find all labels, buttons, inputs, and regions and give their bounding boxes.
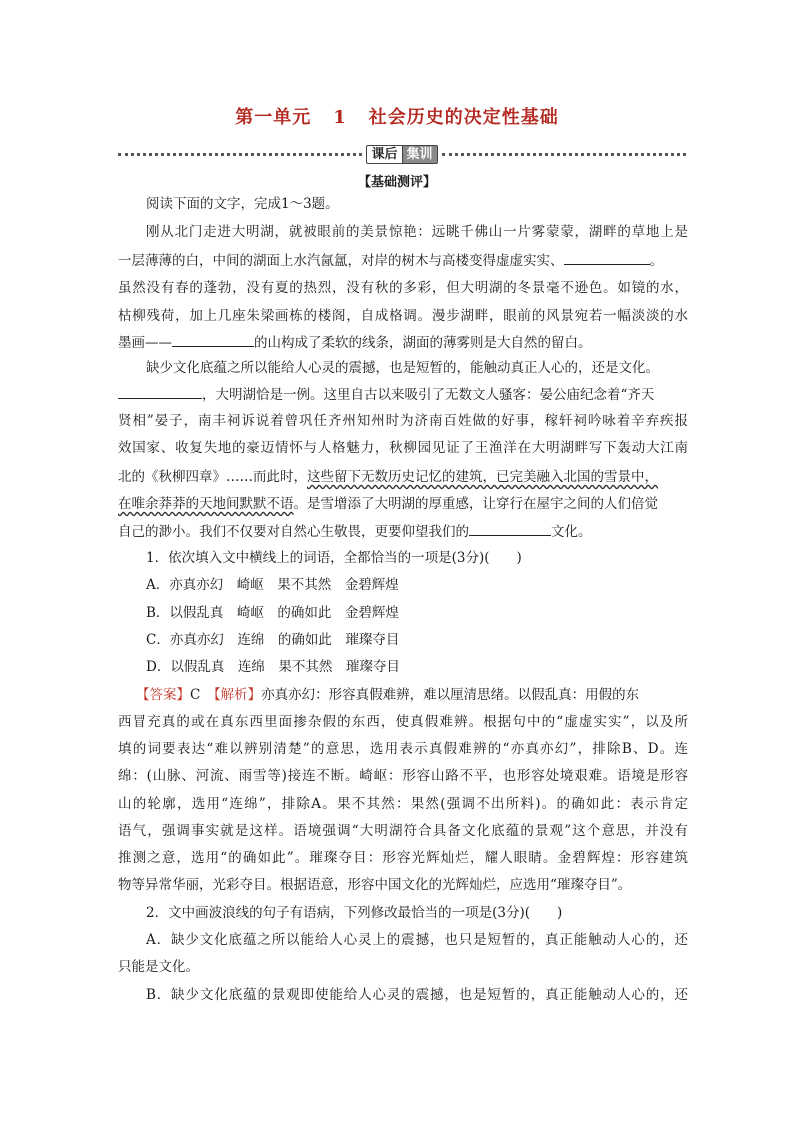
analysis-line: 绵：(山脉、河流、雨雪等)接连不断。崎岖：形容山路不平，也形容处境艰难。语境是形容	[118, 768, 688, 784]
passage-line: 缺少文化底蕴之所以能给人心灵的震撼，也是短暂的，能触动真正人心的，还是文化。	[146, 360, 659, 376]
question-2-option-b: B．缺少文化底蕴的景观即使能给人心灵的震撼，也是短暂的，真正能触动人心的，还	[146, 987, 688, 1003]
page-title	[0, 103, 794, 129]
analysis-line: 西冒充真的或在真东西里面掺杂假的东西，使真假难辨。根据句中的“虚虚实实”，以及所	[118, 714, 688, 730]
answer-value: C	[190, 687, 201, 703]
dotted-rule-right	[442, 153, 686, 156]
analysis-line: 填的词要表达“难以辨别清楚”的意思，选用表示真假难辨的“亦真亦幻”，排除B、D。连	[118, 741, 688, 757]
fill-blank-3	[118, 384, 202, 399]
wavy-sentence: 在唯余莽莽的天地间默默不语	[118, 496, 294, 512]
lesson-number: 1	[333, 107, 347, 128]
passage-line: 贤相”晏子，南丰祠诉说着曾巩任齐州知州时为济南百姓做的好事，稼轩祠吟咏着辛弃疾报	[118, 413, 688, 429]
passage-line: 刚从北门走进大明湖，就被眼前的美景惊艳：远眺千佛山一片雾蒙蒙，湖畔的草地上是	[146, 224, 688, 240]
passage-line: 效国家、收复失地的豪迈情怀与人格魅力，秋柳园见证了王渔洋在大明湖畔写下轰动大江南	[118, 440, 688, 456]
question-1-option-d: D．以假乱真 连绵 果不其然 璀璨夺目	[146, 659, 400, 675]
passage-line: 北的《秋柳四章》……而此时，这些留下无数历史记忆的建筑，已完美融入北国的雪景中，	[118, 469, 658, 485]
passage-line: 自己的渺小。我们不仅要对自然心生敬畏，更要仰望我们的 文化。	[118, 521, 688, 542]
analysis-line: 推测之意，选用“的确如此”。璀璨夺目：形容光辉灿烂，耀人眼睛。金碧辉煌：形容建筑	[118, 850, 688, 866]
passage-line: 枯柳残荷，加上几座朱梁画栋的楼阁，自成格调。漫步湖畔，眼前的风景宛若一幅淡淡的水	[118, 308, 688, 324]
analysis-label: 【解析】	[213, 687, 262, 703]
passage-line: ，大明湖恰是一例。这里自古以来吸引了无数文人骚客：晏公庙纪念着“齐天	[118, 384, 688, 405]
wavy-sentence: 这些留下无数历史记忆的建筑，已完美融入北国的雪景中，	[307, 469, 658, 485]
question-1-option-a: A．亦真亦幻 崎岖 果不其然 金碧辉煌	[146, 577, 399, 593]
fill-blank-1	[564, 250, 650, 265]
dotted-rule-left	[118, 153, 362, 156]
banner-tag-left: 课后	[366, 145, 402, 164]
banner-tag	[366, 145, 437, 164]
answer-label: 【答案】	[136, 687, 190, 703]
question-1-option-c: C．亦真亦幻 连绵 的确如此 璀璨夺目	[146, 632, 400, 648]
question-1-stem: 1．依次填入文中横线上的词语，全都恰当的一项是(3分)( )	[146, 550, 522, 566]
question-2-stem: 2．文中画波浪线的句子有语病，下列修改最恰当的一项是(3分)( )	[146, 905, 563, 921]
fill-blank-2	[172, 332, 254, 347]
lesson-name: 社会历史的决定性基础	[368, 107, 559, 128]
section-heading: 【基础测评】	[357, 175, 436, 190]
answer-line: 【答案】C 【解析】亦真亦幻：形容真假难辨，难以厘清思绪。以假乱真：用假的东	[136, 687, 640, 703]
reading-instruction: 阅读下面的文字，完成1～3题。	[146, 196, 339, 212]
passage-line: 虽然没有春的蓬勃，没有夏的热烈，没有秋的多彩，但大明湖的冬景毫不逊色。如镜的水，	[118, 280, 688, 296]
unit-label: 第一单元	[235, 107, 312, 128]
question-1-option-b: B．以假乱真 崎岖 的确如此 金碧辉煌	[146, 605, 399, 621]
passage-line: 一层薄薄的白，中间的湖面上水汽氤氲，对岸的树木与高楼变得虚虚实实、 。	[118, 250, 688, 271]
passage-line: 在唯余莽莽的天地间默默不语。是雪增添了大明湖的厚重感，让穿行在屋宇之间的人们倍觉	[118, 496, 658, 512]
question-2-option-a-cont: 只能是文化。	[118, 959, 199, 975]
analysis-line: 山的轮廓，选用“连绵”，排除A。果不其然：果然(强调不出所料)。的确如此：表示肯定	[118, 796, 688, 812]
section-banner	[118, 145, 686, 163]
analysis-line: 物等异常华丽，光彩夺目。根据语意，形容中国文化的光辉灿烂，应选用“璀璨夺目”。	[118, 877, 632, 893]
analysis-line: 语气，强调事实就是这样。语境强调“大明湖符合具备文化底蕴的景观”这个意思，并没有	[118, 823, 688, 839]
passage-line: 墨画—— 的山构成了柔软的线条，湖面的薄雾则是大自然的留白。	[118, 332, 688, 353]
banner-tag-right: 集训	[403, 145, 438, 164]
question-2-option-a: A．缺少文化底蕴之所以能给人心灵上的震撼，也只是短暂的，真正能触动人心的，还	[146, 932, 688, 948]
fill-blank-4	[469, 521, 551, 536]
